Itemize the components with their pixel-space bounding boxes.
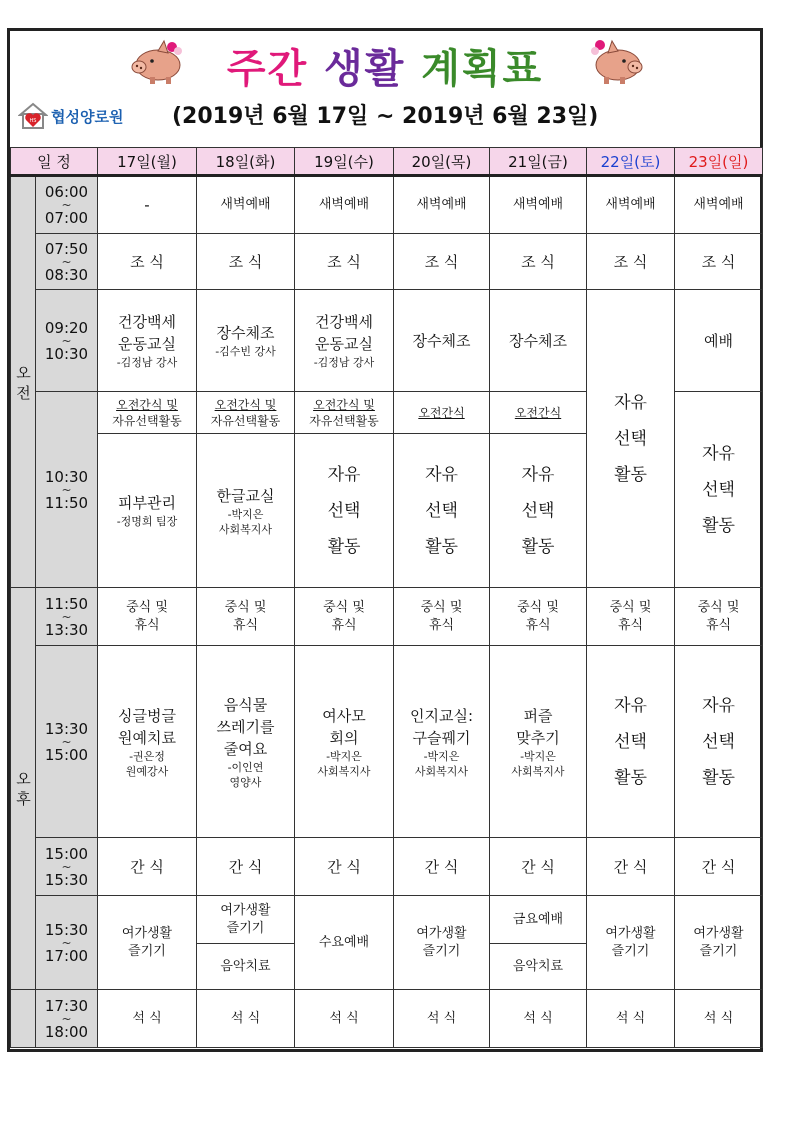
cell-line: 건강백세 <box>315 313 373 331</box>
cell-free-activity <box>295 434 394 588</box>
free-line: 자유 <box>702 443 735 464</box>
cell-line: 휴식 <box>428 617 455 633</box>
time-start: 10:30 <box>44 467 89 486</box>
logo <box>18 101 123 131</box>
time-slot <box>36 176 98 234</box>
free-line: 선택 <box>614 731 647 752</box>
cell-line: 중식 및 <box>420 599 463 615</box>
cell: 석 식 <box>98 990 197 1048</box>
cell: 간 식 <box>587 838 675 896</box>
time-slot <box>36 990 98 1048</box>
cell-sub: -박지은 <box>227 507 264 521</box>
time-tilde: ~ <box>61 1011 72 1026</box>
cell-line: 즐기기 <box>128 943 166 959</box>
time-end: 10:30 <box>44 344 89 363</box>
cell-line: 중식 및 <box>697 599 740 615</box>
cell-line: 즐기기 <box>226 920 265 936</box>
cell <box>197 646 295 838</box>
time-tilde: ~ <box>61 333 72 348</box>
free-line: 활동 <box>702 515 735 536</box>
cell: 간 식 <box>394 838 490 896</box>
cell <box>98 588 197 646</box>
free-line: 활동 <box>614 464 647 485</box>
cell-line: 여가생활 <box>693 925 744 941</box>
free-line: 활동 <box>702 767 735 788</box>
cell-sub: -박지은 <box>520 749 556 763</box>
cell-sub: -박지은 <box>326 749 362 763</box>
header-day: 18일(화) <box>197 148 295 176</box>
cell: 새벽예배 <box>490 176 587 234</box>
cell-free-activity <box>394 434 490 588</box>
cell-line: 여사모 <box>322 706 366 725</box>
cell: 예배 <box>675 290 763 392</box>
cell: 새벽예배 <box>675 176 763 234</box>
free-line: 선택 <box>614 428 647 449</box>
page-title <box>10 37 760 94</box>
cell: 석 식 <box>295 990 394 1048</box>
time-start: 11:50 <box>44 594 89 613</box>
cell <box>675 896 763 990</box>
cell <box>394 896 490 990</box>
free-line: 선택 <box>702 731 735 752</box>
cell: 장수체조 <box>490 290 587 392</box>
header-day: 17일(월) <box>98 148 197 176</box>
cell-line: 인지교실: <box>409 706 473 725</box>
cell: 조 식 <box>197 234 295 290</box>
cell: 새벽예배 <box>394 176 490 234</box>
cell-line: 중식 및 <box>323 599 365 615</box>
time-tilde: ~ <box>61 198 72 212</box>
cell-sub: 원예강사 <box>125 764 169 778</box>
cell-line: 중식 및 <box>517 599 559 615</box>
cell-sub: 영양사 <box>229 775 262 789</box>
cell-line: 피부관리 <box>118 494 176 512</box>
cell: 간 식 <box>295 838 394 896</box>
cell: 석 식 <box>587 990 675 1048</box>
cell-free-activity <box>490 434 587 588</box>
cell <box>295 290 394 392</box>
cell-sub: 사회복지사 <box>218 522 273 536</box>
cell-line: 즐기기 <box>699 943 738 959</box>
cell: 수요예배 <box>295 896 394 990</box>
free-line: 자유 <box>425 464 458 485</box>
cell-sub: -김정남 강사 <box>116 356 178 369</box>
cell-line: 오전간식 및 <box>313 397 375 412</box>
cell-free-activity <box>675 392 763 588</box>
time-slot <box>36 392 98 588</box>
cell-sub: -이인연 <box>227 760 264 774</box>
cell-line: 휴식 <box>331 617 357 633</box>
title-word-3: 계획표 <box>421 46 544 92</box>
pm-label-continued <box>11 990 36 1048</box>
logo-name: 협성양로원 <box>51 107 124 126</box>
free-line: 선택 <box>425 500 458 521</box>
pm-text: 오 후 <box>14 771 32 806</box>
cell: 음악치료 <box>197 944 295 990</box>
cell <box>98 646 197 838</box>
cell-line: 휴식 <box>705 617 732 633</box>
cell: 조 식 <box>98 234 197 290</box>
cell-sub: 사회복지사 <box>414 764 469 778</box>
cell: 석 식 <box>394 990 490 1048</box>
cell-line: 원예치료 <box>118 728 176 747</box>
cell <box>490 646 587 838</box>
cell-line: 즐기기 <box>611 943 650 959</box>
cell <box>587 896 675 990</box>
cell <box>295 646 394 838</box>
cell-line: 운동교실 <box>315 335 373 353</box>
time-end: 18:00 <box>44 1022 89 1041</box>
free-line: 자유 <box>614 392 647 413</box>
cell-line: 휴식 <box>525 617 551 633</box>
time-end: 15:30 <box>44 870 89 889</box>
time-tilde: ~ <box>61 482 72 497</box>
free-line: 자유 <box>521 464 555 485</box>
cell <box>197 434 295 588</box>
cell: 간 식 <box>98 838 197 896</box>
cell-line: 자유선택활동 <box>210 413 281 428</box>
header-schedule: 일 정 <box>11 148 98 176</box>
cell <box>197 588 295 646</box>
cell: 석 식 <box>675 990 763 1048</box>
cell-line: 여가생활 <box>605 925 656 941</box>
cell-line: 여가생활 <box>416 925 467 941</box>
cell-line: 장수체조 <box>216 324 275 342</box>
free-line: 활동 <box>614 767 647 788</box>
cell: - <box>98 176 197 234</box>
logo-badge-text: HS <box>29 118 37 124</box>
cell-line: 오전간식 및 <box>116 397 178 412</box>
cell: 조 식 <box>394 234 490 290</box>
cell-sub: -박지은 <box>423 749 460 763</box>
cell-line: 자유선택활동 <box>309 413 379 428</box>
cell: 간 식 <box>490 838 587 896</box>
cell <box>490 588 587 646</box>
cell-line: 줄여요 <box>223 739 268 758</box>
time-end: 15:00 <box>44 745 89 764</box>
header-day-saturday: 22일(토) <box>587 148 675 176</box>
cell <box>394 392 490 434</box>
cell-free-activity <box>587 646 675 838</box>
cell: 조 식 <box>587 234 675 290</box>
time-tilde: ~ <box>61 935 72 950</box>
cell-line: 쓰레기를 <box>216 717 275 736</box>
period-range: (2019년 6월 17일 ~ 2019년 6월 23일) <box>172 104 599 129</box>
cell <box>197 392 295 434</box>
cell-line: 싱글벙글 <box>118 706 176 725</box>
cell-line: 여가생활 <box>121 925 173 941</box>
cell-sub: 사회복지사 <box>317 764 371 778</box>
cell <box>295 588 394 646</box>
cell-line: 휴식 <box>134 617 160 633</box>
cell: 석 식 <box>197 990 295 1048</box>
time-start: 15:30 <box>44 920 89 939</box>
time-start: 15:00 <box>44 844 89 863</box>
time-tilde: ~ <box>61 254 72 269</box>
time-slot <box>36 234 98 290</box>
header-day: 19일(수) <box>295 148 394 176</box>
title-word-2: 생활 <box>324 46 406 92</box>
cell-line: 중식 및 <box>126 599 168 615</box>
cell-line: 구슬꿰기 <box>412 728 471 747</box>
cell <box>197 896 295 944</box>
title-word-1: 주간 <box>226 46 309 92</box>
time-slot <box>36 588 98 646</box>
time-start: 09:20 <box>44 318 89 337</box>
cell: 조 식 <box>675 234 763 290</box>
cell-line: 한글교실 <box>216 486 275 505</box>
cell: 음악치료 <box>490 944 587 990</box>
free-line: 자유 <box>614 695 647 716</box>
cell-line: 자유선택활동 <box>112 413 182 428</box>
cell: 새벽예배 <box>295 176 394 234</box>
schedule-frame <box>7 28 763 1052</box>
am-label <box>11 176 36 588</box>
cell <box>98 434 197 588</box>
cell-line: 중식 및 <box>609 599 652 615</box>
cell-sub: 사회복지사 <box>511 764 565 778</box>
time-end: 07:00 <box>44 209 89 227</box>
cell: 조 식 <box>295 234 394 290</box>
cell <box>394 646 490 838</box>
cell-sub: -김수빈 강사 <box>215 345 276 358</box>
free-line: 활동 <box>327 536 361 557</box>
time-slot <box>36 290 98 392</box>
time-slot <box>36 896 98 990</box>
cell-sub: -김정남 강사 <box>313 356 375 369</box>
free-line: 자유 <box>327 464 361 485</box>
free-line: 선택 <box>702 479 735 500</box>
cell <box>98 392 197 434</box>
am-text: 오 전 <box>14 364 32 400</box>
cell-sub: -권은정 <box>129 749 165 763</box>
pm-label <box>11 588 36 990</box>
free-line: 선택 <box>521 500 555 521</box>
cell: 장수체조 <box>394 290 490 392</box>
cell <box>295 392 394 434</box>
time-slot <box>36 838 98 896</box>
cell-line: 건강백세 <box>118 313 176 331</box>
time-tilde: ~ <box>61 609 72 624</box>
header-day: 20일(목) <box>394 148 490 176</box>
cell-line: 운동교실 <box>118 335 176 353</box>
time-start: 13:30 <box>44 719 89 738</box>
cell: 새벽예배 <box>587 176 675 234</box>
cell-line: 오전간식 및 <box>214 397 277 412</box>
cell-free-activity <box>587 290 675 588</box>
cell: 석 식 <box>490 990 587 1048</box>
header-day-sunday: 23일(일) <box>675 148 763 176</box>
cell-line: 휴식 <box>617 617 644 633</box>
free-line: 선택 <box>327 500 361 521</box>
cell <box>394 588 490 646</box>
time-slot <box>36 646 98 838</box>
cell: 간 식 <box>675 838 763 896</box>
cell-line: 여가생활 <box>220 902 271 918</box>
cell: 조 식 <box>490 234 587 290</box>
cell-sub: -정명희 팀장 <box>116 515 178 528</box>
time-start: 17:30 <box>44 996 89 1015</box>
cell-line: 음식물 <box>223 695 268 714</box>
cell <box>490 392 587 434</box>
cell <box>98 896 197 990</box>
time-end: 13:30 <box>44 620 89 639</box>
cell: 간 식 <box>197 838 295 896</box>
time-end: 11:50 <box>44 493 89 512</box>
cell: 금요예배 <box>490 896 587 944</box>
cell-line: 즐기기 <box>422 943 461 959</box>
header <box>10 31 760 149</box>
time-tilde: ~ <box>61 734 72 749</box>
cell-line: 맞추기 <box>516 728 560 747</box>
header-day: 21일(금) <box>490 148 587 176</box>
schedule-table <box>10 147 763 1048</box>
cell-line: 오전간식 <box>418 405 465 420</box>
cell-line: 오전간식 <box>514 405 562 420</box>
time-end: 08:30 <box>44 265 89 284</box>
cell-free-activity <box>675 646 763 838</box>
free-line: 활동 <box>425 536 458 557</box>
free-line: 자유 <box>702 695 735 716</box>
time-tilde: ~ <box>61 859 72 874</box>
cell-line: 퍼즐 <box>523 706 553 725</box>
cell <box>675 588 763 646</box>
cell-line: 중식 및 <box>224 599 267 615</box>
cell: 새벽예배 <box>197 176 295 234</box>
time-start: 06:00 <box>44 183 89 201</box>
cell <box>587 588 675 646</box>
time-start: 07:50 <box>44 239 89 258</box>
cell-line: 회의 <box>329 728 359 747</box>
house-heart-icon <box>18 102 48 130</box>
free-line: 활동 <box>521 536 555 557</box>
time-end: 17:00 <box>44 946 89 965</box>
cell <box>98 290 197 392</box>
cell-line: 휴식 <box>232 617 259 633</box>
cell <box>197 290 295 392</box>
